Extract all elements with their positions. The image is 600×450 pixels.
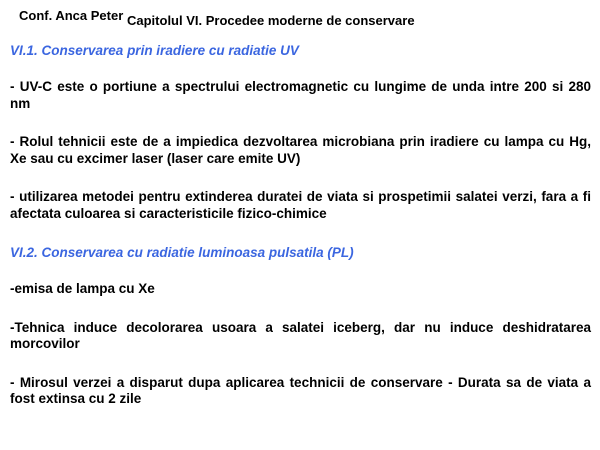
paragraph-cabbage-smell: - Mirosul verzei a disparut dupa aplicarea technicii de conservare - Durata sa de viata a fost extinsa cu 2 zile xyxy=(10,374,591,406)
document-body xyxy=(10,42,591,408)
paragraph-uvc-definition: - UV-C este o portiune a spectrului electromagnetic cu lungime de unda intre 200 si 280 nm xyxy=(10,79,591,111)
author-name: Conf. Anca Peter xyxy=(19,8,124,23)
paragraph-iceberg-effect: -Tehnica induce decolorarea usoara a salatei iceberg, dar nu induce deshidratarea morcovilor xyxy=(10,319,591,351)
section-heading-pl: VI.2. Conservarea cu radiatie luminoasa pulsatila (PL) xyxy=(10,245,354,260)
paragraph-technique-role: - Rolul tehnicii este de a impiedica dezvoltarea microbiana prin iradiere cu lampa cu Hg, Xe sau cu excimer laser (laser care emite UV) xyxy=(10,134,591,166)
paragraph-method-use: - utilizarea metodei pentru extinderea duratei de viata si prospetimii salatei verzi, fara a fi afectata culoarea si caracteristicile fizico-chimice xyxy=(10,189,591,221)
section-heading-uv: VI.1. Conservarea prin iradiere cu radiatie UV xyxy=(10,43,299,58)
paragraph-xe-lamp: -emisa de lampa cu Xe xyxy=(10,281,155,296)
chapter-title: Capitolul VI. Procedee moderne de conservare xyxy=(127,13,415,28)
